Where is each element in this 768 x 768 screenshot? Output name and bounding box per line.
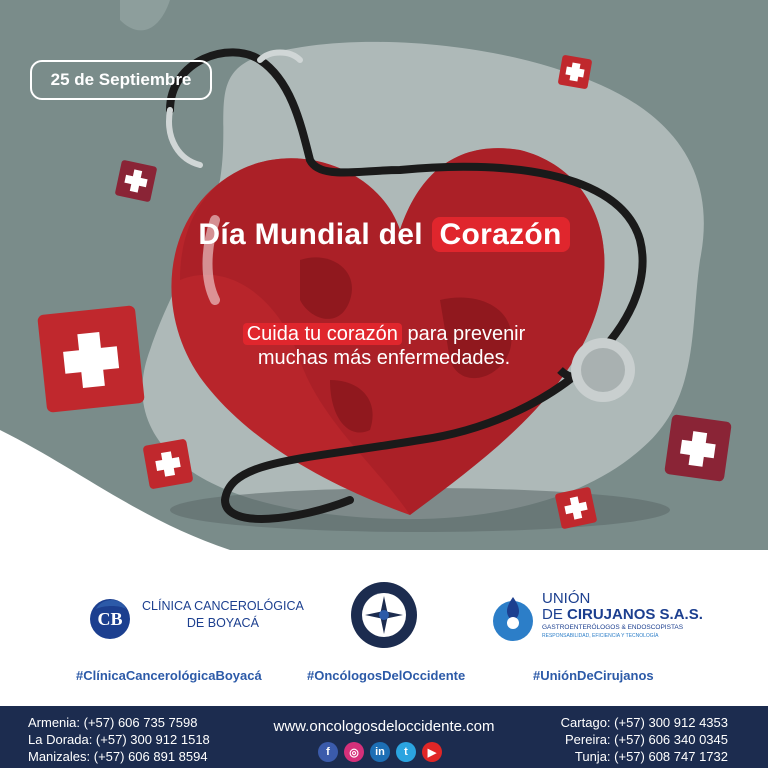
union-line4: RESPONSABILIDAD, EFICIENCIA Y TECNOLOGÍA (542, 632, 659, 639)
partner-logos (0, 580, 768, 650)
contact-manizales: Manizales: (+57) 606 891 8594 (28, 749, 208, 764)
medical-cross-icon (664, 414, 732, 482)
subtitle-line1: para prevenir (401, 323, 526, 345)
title-highlight: Corazón (432, 217, 570, 252)
medical-cross-icon (143, 439, 194, 490)
medical-cross-icon (555, 487, 598, 530)
date-badge: 25 de Septiembre (30, 60, 212, 100)
contact-tunja: Tunja: (+57) 608 747 1732 (574, 749, 728, 764)
union-line2b: CIRUJANOS S.A.S. (567, 605, 703, 623)
clinica-name-line2: DE BOYACÁ (186, 616, 259, 630)
contact-cartago: Cartago: (+57) 300 912 4353 (560, 715, 728, 730)
union-line3: GASTROENTERÓLOGOS & ENDOSCOPISTAS (542, 623, 684, 631)
union-line1: UNIÓN (542, 589, 591, 607)
union-line2a: DE (542, 605, 568, 623)
linkedin-icon[interactable]: in (370, 742, 390, 762)
page-title (0, 218, 768, 252)
facebook-icon[interactable]: f (318, 742, 338, 762)
website-link[interactable]: www.oncologosdeloccidente.com (273, 718, 495, 735)
svg-text:CB: CB (97, 609, 123, 629)
instagram-icon[interactable]: ◎ (344, 742, 364, 762)
medical-cross-icon (115, 160, 158, 203)
contact-pereira: Pereira: (+57) 606 340 0345 (565, 732, 728, 747)
medical-cross-icon (558, 55, 593, 90)
oncologos-logo (344, 580, 424, 650)
oncologos-seal-icon (344, 580, 424, 650)
subtitle-highlight: Cuida tu corazón (243, 323, 402, 345)
youtube-icon[interactable]: ▶ (422, 742, 442, 762)
union-cirujanos-logo (490, 580, 703, 650)
hashtag-row (0, 668, 768, 688)
clinica-emblem-icon (82, 587, 138, 643)
subtitle-line2: muchas más enfermedades. (257, 347, 511, 369)
footer (0, 706, 768, 768)
footer-contacts-right (561, 714, 728, 765)
clinica-name-line1: CLÍNICA CANCEROLÓGICA (142, 599, 304, 613)
subtitle (0, 322, 768, 370)
hashtag-oncologos: #OncólogosDelOccidente (307, 668, 466, 683)
contact-la-dorada: La Dorada: (+57) 300 912 1518 (28, 732, 210, 747)
hashtag-union: #UniónDeCirujanos (533, 668, 654, 683)
title-text: Día Mundial del (198, 218, 423, 251)
hashtag-clinica: #ClínicaCancerológicaBoyacá (76, 668, 262, 683)
twitter-icon[interactable]: t (396, 742, 416, 762)
union-drop-icon (490, 587, 536, 643)
clinica-cancerologica-logo (82, 580, 304, 650)
social-icons (318, 742, 442, 762)
contact-armenia: Armenia: (+57) 606 735 7598 (28, 715, 198, 730)
